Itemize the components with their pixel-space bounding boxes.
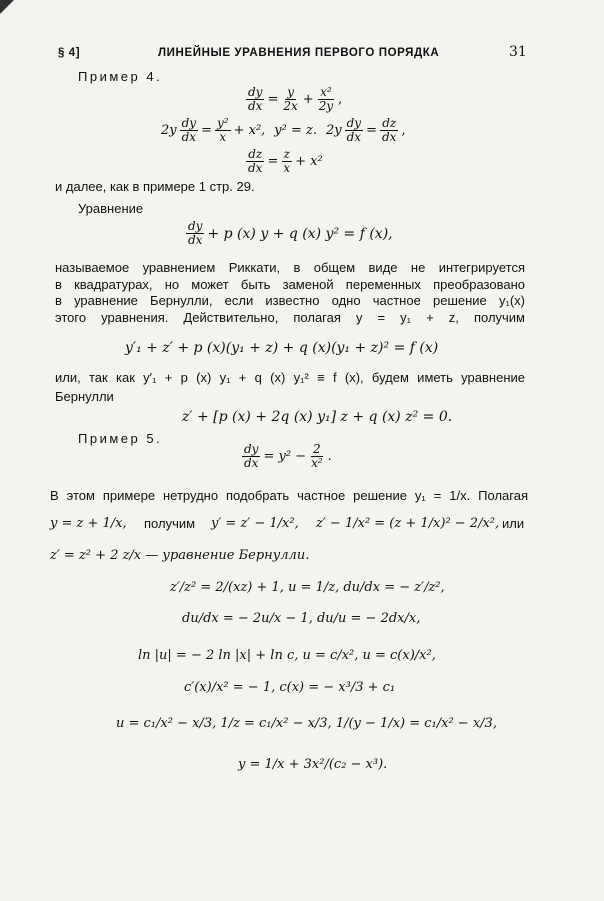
bernoulli-word: Бернулли bbox=[55, 389, 114, 404]
solution-step-3: ln |u| = − 2 ln |x| + ln c, u = c/x², u = c(x)/x², bbox=[138, 648, 436, 663]
page-number: 31 bbox=[509, 44, 527, 60]
riccati-paragraph-line: этого уравнения. Действительно, полагая y = y₁ + z, получим bbox=[55, 309, 525, 325]
example4-tail: и далее, как в примере 1 стр. 29. bbox=[55, 179, 255, 194]
riccati-paragraph bbox=[55, 260, 525, 326]
example5-substituted: z′ − 1/x² = (z + 1/x)² − 2/x², bbox=[316, 516, 500, 531]
example5-subst-y: y = z + 1/x, bbox=[50, 516, 127, 531]
example4-eq3: $\frac{dz}{dx}$ = $\frac{z}{x}$ + x² bbox=[248, 147, 323, 175]
example5-label: Пример 5. bbox=[78, 431, 163, 446]
solution-step-5: u = c₁/x² − x/3, 1/z = c₁/x² − x/3, 1/(y − 1/x) = c₁/x² − x/3, bbox=[116, 716, 497, 731]
riccati-intro: Уравнение bbox=[78, 201, 144, 216]
riccati-since-line: или, так как y′₁ + p (x) y₁ + q (x) y₁² ≡ f (x), будем иметь уравнение bbox=[55, 370, 525, 385]
solution-step-4: c′(x)/x² = − 1, c(x) = − x³/3 + c₁ bbox=[184, 680, 396, 695]
section-ref: § 4] bbox=[58, 47, 81, 59]
example4-eq2: 2y $\frac{dy}{dx}$ = $\frac{\text{y²}}{x}$ + x², y² = z. 2y $\frac{dy}{dx}$ = $\frac{dz}{dx}$ , bbox=[161, 116, 406, 144]
running-title: ЛИНЕЙНЫЕ УРАВНЕНИЯ ПЕРВОГО ПОРЯДКА bbox=[158, 47, 440, 59]
example4-eq1: $\frac{dy}{dx}$ = $\frac{y}{2x}$ + $\frac{\text{x²}}{2y}$ , bbox=[248, 85, 343, 113]
solution-step-1: z′/z² = 2/(xz) + 1, u = 1/z, du/dx = − z′/z², bbox=[170, 580, 445, 595]
example5-word-poluchim: получим bbox=[144, 516, 196, 531]
example5-bernoulli-line: z′ = z² + 2 z/x — уравнение Бернулли. bbox=[50, 548, 310, 563]
solution-step-2: du/dx = − 2u/x − 1, du/u = − 2dx/x, bbox=[182, 611, 421, 626]
riccati-paragraph-line: в уравнение Бернулли, если известно одно частное решение y₁(x) bbox=[55, 293, 525, 308]
example5-derivative: y′ = z′ − 1/x², bbox=[211, 516, 299, 531]
example4-label: Пример 4. bbox=[78, 69, 163, 84]
example5-equation: $\frac{dy}{dx}$ = y² − $\frac{2}{\text{x²}}$ . bbox=[244, 442, 332, 470]
solution-final: y = 1/x + 3x²/(c₂ − x³). bbox=[238, 757, 388, 772]
riccati-substitution-equation: y′₁ + z′ + p (x)(y₁ + z) + q (x)(y₁ + z)² = f (x) bbox=[125, 340, 439, 356]
riccati-paragraph-line: в квадратурах, но может быть заменой переменных преобразовано bbox=[55, 276, 525, 292]
example5-line1: В этом примере нетрудно подобрать частное решение y₁ = 1/x. Полагая bbox=[50, 488, 528, 503]
page-corner-mark bbox=[0, 0, 14, 14]
riccati-equation: $\frac{dy}{dx}$ + p (x) y + q (x) y² = f (x), bbox=[188, 219, 393, 247]
riccati-paragraph-line: называемое уравнением Риккати, в общем виде не интегрируется bbox=[55, 260, 525, 275]
bernoulli-equation: z′ + [p (x) + 2q (x) y₁] z + q (x) z² = 0. bbox=[182, 409, 453, 425]
example5-word-ili: или bbox=[502, 516, 525, 531]
